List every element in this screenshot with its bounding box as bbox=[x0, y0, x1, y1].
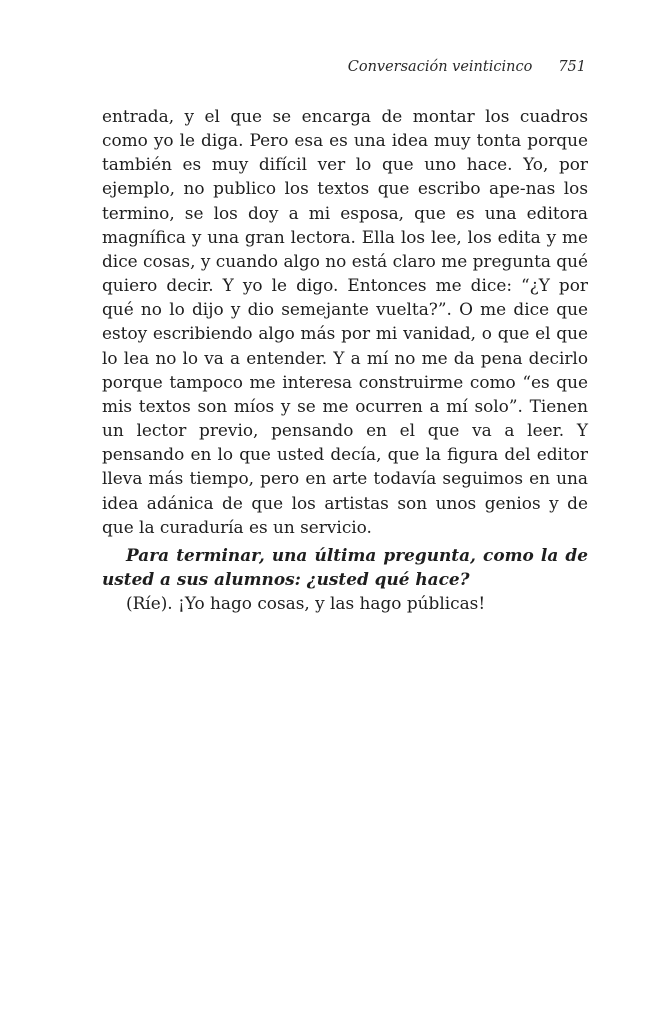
interview-question: Para terminar, una última pregunta, como la de usted a sus alumnos: ¿usted qué hace? bbox=[102, 544, 588, 589]
section-title: Conversación veinticinco bbox=[347, 59, 533, 75]
body-text bbox=[102, 104, 588, 615]
paragraph-continued: entrada, y el que se encarga de montar los cuadros como yo le diga. Pero esa es una idea muy tonta porque también es muy difícil ver lo que uno hace. Yo, por ejemplo, no publico los textos que escribo ape-nas los termino, se los doy a mi esposa, que es una editora magnífica y una gran lectora. Ella los lee, los edita y me dice cosas, y cuando algo no está claro me pregunta qué quiero decir. Y yo le digo. Entonces me dice: “¿Y por qué no lo dijo y dio semejante vuelta?”. O me dice que estoy escribiendo algo más por mi vanidad, o que el que lo lea no lo va a entender. Y a mí no me da pena decirlo porque tampoco me interesa construirme como “es que mis textos son míos y se me ocurren a mí solo”. Tienen un lector previo, pensando en el que va a leer. Y pensando en lo que usted decía, que la figura del editor lleva más tiempo, pero en arte todavía seguimos en una idea adánica de que los artistas son unos genios y de que la curaduría es un servicio. bbox=[102, 106, 588, 537]
interview-answer: (Ríe). ¡Yo hago cosas, y las hago públicas! bbox=[126, 593, 486, 614]
page-number: 751 bbox=[558, 59, 586, 75]
running-head bbox=[348, 59, 586, 75]
